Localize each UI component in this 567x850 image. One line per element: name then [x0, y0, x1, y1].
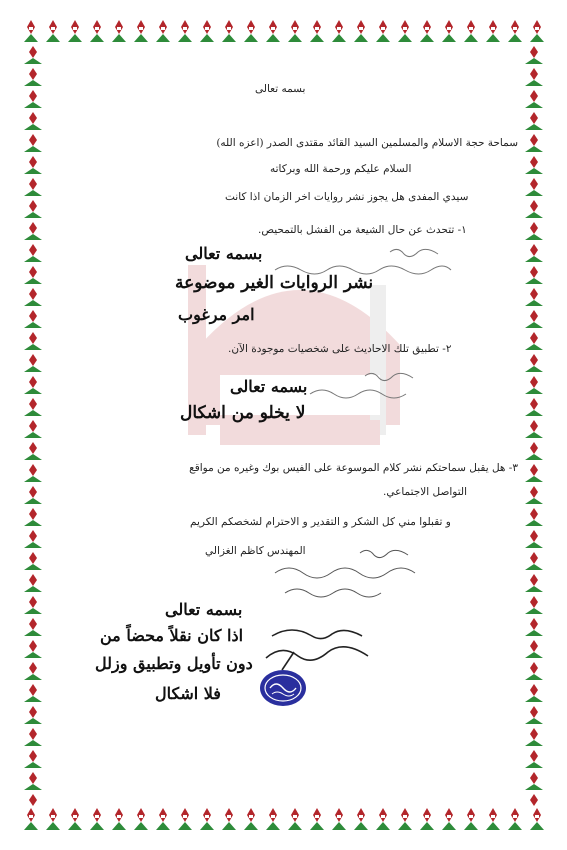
answer-3-header: بسمه تعالى [165, 600, 243, 619]
question-2: ٢- تطبيق تلك الاحاديث على شخصيات موجودة الآن. [228, 343, 452, 355]
closing-line: و تقبلوا مني كل الشكر و التقدير و الاحترام لشخصكم الكريم [190, 516, 451, 528]
greeting-line: السلام عليكم ورحمة الله وبركاته [270, 163, 412, 175]
border-bottom [20, 806, 547, 832]
answer-3-line-4: فلا اشكال [155, 684, 221, 703]
salutation-line: سماحة حجة الاسلام والمسلمين السيد القائد مقتدى الصدر (اعزه الله) [216, 137, 518, 149]
border-left [20, 44, 46, 806]
letter-header: بسمه تعالى [255, 83, 306, 95]
answer-2-header: بسمه تعالى [230, 377, 308, 396]
question-3-line-1: ٣- هل يقبل سماحتكم نشر كلام الموسوعة على الفيس بوك وغيره من مواقع [189, 462, 518, 474]
answer-1-line-3: امر مرغوب [178, 305, 255, 324]
scribble-2 [305, 368, 425, 402]
seal-stamp [258, 668, 308, 708]
border-top [20, 18, 547, 44]
scribble-3 [270, 545, 430, 605]
sender-name: المهندس كاظم الغزالي [205, 545, 306, 557]
border-right [521, 44, 547, 806]
answer-3-line-3: دون تأويل وتطبيق وزلل [95, 654, 253, 673]
answer-1-line-2: نشر الروايات الغير موضوعة [175, 273, 374, 293]
answer-2-line-2: لا يخلو من اشكال [180, 403, 306, 423]
question-3-line-2: التواصل الاجتماعي. [383, 486, 468, 498]
answer-1-header: بسمه تعالى [185, 244, 263, 263]
signature [262, 618, 372, 673]
intro-line: سيدي المفدى هل يجوز نشر روايات اخر الزمان اذا كانت [225, 191, 469, 203]
scribble-1 [270, 240, 460, 280]
question-1: ١- تتحدث عن حال الشيعة من الفشل بالتمحيص. [258, 224, 467, 236]
answer-3-line-2: اذا كان نقلاً محضاً من [100, 626, 244, 645]
